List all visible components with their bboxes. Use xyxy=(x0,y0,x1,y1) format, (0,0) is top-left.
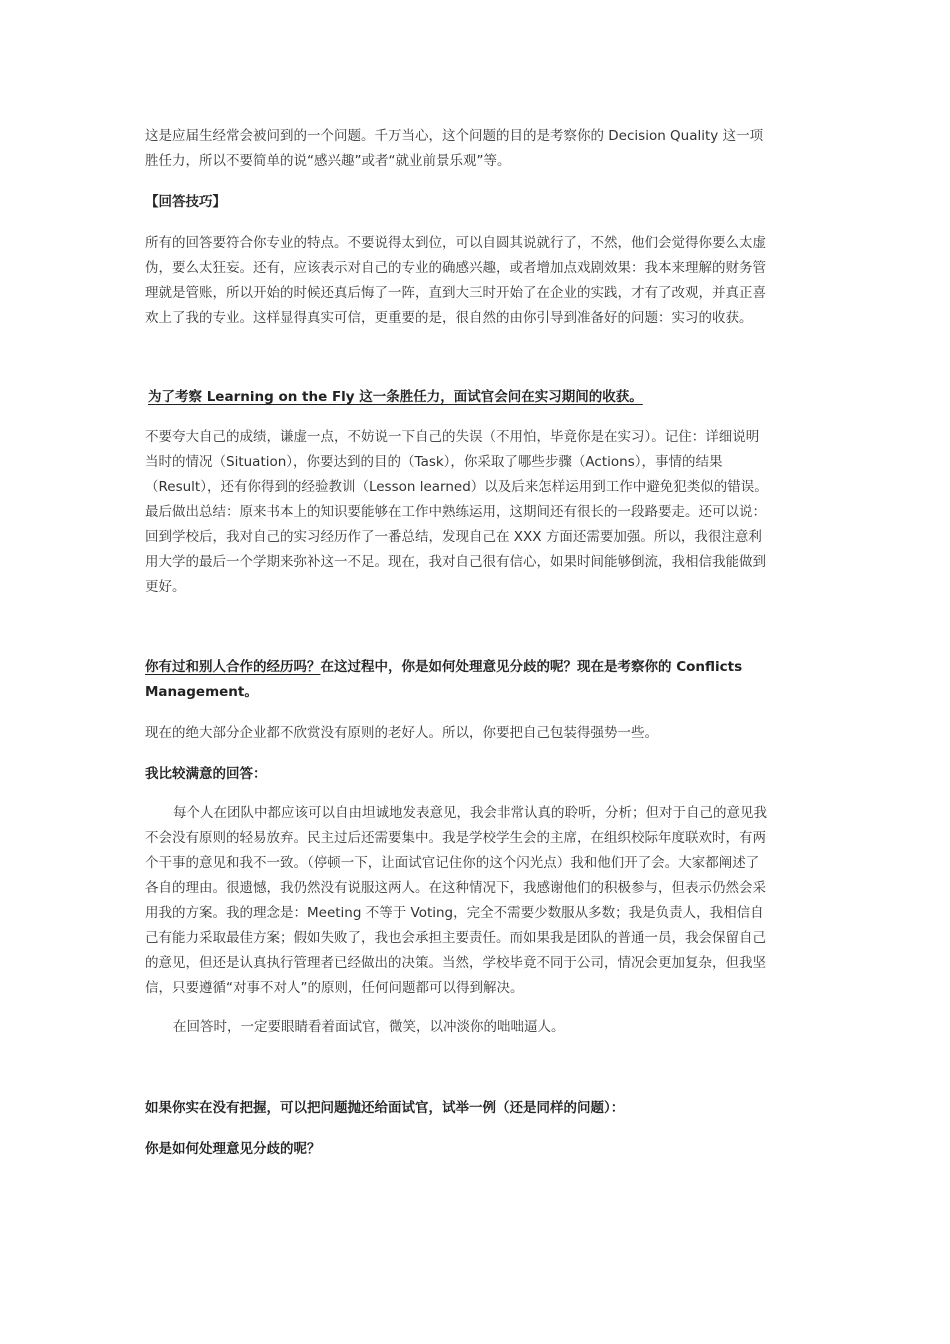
conflict-intro: 现在的绝大部分企业都不欣赏没有原则的老好人。所以，你要把自己包装得强势一些。 xyxy=(145,725,658,741)
text-line: 理就是管账，所以开始的时候还真后悔了一阵，直到大三时开始了在企业的实践，才有了改观，并真正喜 xyxy=(145,285,766,301)
text-line: 不要夸大自己的成绩，谦虚一点，不妨说一下自己的失误（不用怕，毕竟你是在实习）。记住：详细说明 xyxy=(145,429,760,445)
text-line: 的意见，但还是认真执行管理者已经做出的决策。当然，学校毕竟不同于公司，情况会更加复杂，但我坚 xyxy=(145,955,766,971)
text-line: 每个人在团队中都应该可以自由坦诚地发表意见，我会非常认真的聆听，分析；但对于自己的意见我 xyxy=(173,805,767,821)
intro-paragraph xyxy=(145,124,813,174)
conflict-heading xyxy=(145,655,813,705)
text-line: 更好。 xyxy=(145,579,186,595)
answer-heading: 我比较满意的回答： xyxy=(145,766,267,782)
fly-heading-text: 为了考察 Learning on the Fly 这一条胜任力，面试官会问在实习期间的收获。 xyxy=(148,389,643,405)
text-line: 个干事的意见和我不一致。（停顿一下，让面试官记住你的这个闪光点）我和他们开了会。大家都阐述了 xyxy=(145,855,760,871)
conflict-heading-part1: 你有过和别人合作的经历吗？ xyxy=(145,659,321,675)
text-line: 各自的理由。很遗憾，我仍然没有说服这两人。在这种情况下，我感谢他们的积极参与，但表示仍然会采 xyxy=(145,880,766,896)
tips-paragraph xyxy=(145,231,813,331)
text-line: 最后做出总结：原来书本上的知识要能够在工作中熟练运用，这期间还有很长的一段路要走。还可以说： xyxy=(145,504,766,520)
fallback-heading: 如果你实在没有把握，可以把问题抛还给面试官，试举一例（还是同样的问题）： xyxy=(145,1100,625,1116)
text-line: 所有的回答要符合你专业的特点。不要说得太到位，可以自圆其说就行了，不然，他们会觉得你要么太虚 xyxy=(145,235,766,251)
text-line: 伪，要么太狂妄。还有，应该表示对自己的专业的确感兴趣，或者增加点戏剧效果：我本来理解的财务管 xyxy=(145,260,766,276)
text-line: 当时的情况（Situation），你要达到的目的（Task），你采取了哪些步骤（Actions），事情的结果 xyxy=(145,454,723,470)
text-line: 回到学校后，我对自己的实习经历作了一番总结，发现自己在 XXX 方面还需要加强。所以，我很注意利 xyxy=(145,529,762,545)
conflict-heading-part3: Management。 xyxy=(145,684,258,700)
fly-heading xyxy=(148,385,816,410)
text-line: 欢上了我的专业。这样显得真实可信，更重要的是，很自然的由你引导到准备好的问题：实习的收获。 xyxy=(145,310,753,326)
conflict-heading-part2: 在这过程中，你是如何处理意见分歧的呢？现在是考察你的 Conflicts xyxy=(320,659,743,675)
conflict-heading-line xyxy=(145,655,813,680)
text-line: 胜任力，所以不要简单的说“感兴趣”或者“就业前景乐观”等。 xyxy=(145,153,511,169)
text-line: 信，只要遵循“对事不对人”的原则，任何问题都可以得到解决。 xyxy=(145,980,524,996)
text-line: （Result），还有你得到的经验教训（Lesson learned）以及后来怎样运用到工作中避免犯类似的错误。 xyxy=(145,479,768,495)
tips-heading: 【回答技巧】 xyxy=(145,194,226,210)
answer-note: 在回答时，一定要眼睛看着面试官，微笑，以冲淡你的咄咄逼人。 xyxy=(173,1019,565,1035)
fallback-question: 你是如何处理意见分歧的呢？ xyxy=(145,1141,321,1157)
answer-paragraph xyxy=(145,801,813,1001)
text-line: 己有能力采取最佳方案；假如失败了，我也会承担主要责任。而如果我是团队的普通一员，我会保留自己 xyxy=(145,930,766,946)
fly-paragraph xyxy=(145,425,813,600)
text-line: 这是应届生经常会被问到的一个问题。千万当心，这个问题的目的是考察你的 Decision Quality 这一项 xyxy=(145,128,764,144)
text-line: 不会没有原则的轻易放弃。民主过后还需要集中。我是学校学生会的主席，在组织校际年度联欢时，有两 xyxy=(145,830,766,846)
text-line: 用大学的最后一个学期来弥补这一不足。现在，我对自己很有信心，如果时间能够倒流，我相信我能做到 xyxy=(145,554,766,570)
text-line: 用我的方案。我的理念是：Meeting 不等于 Voting，完全不需要少数服从多数；我是负责人，我相信自 xyxy=(145,905,764,921)
